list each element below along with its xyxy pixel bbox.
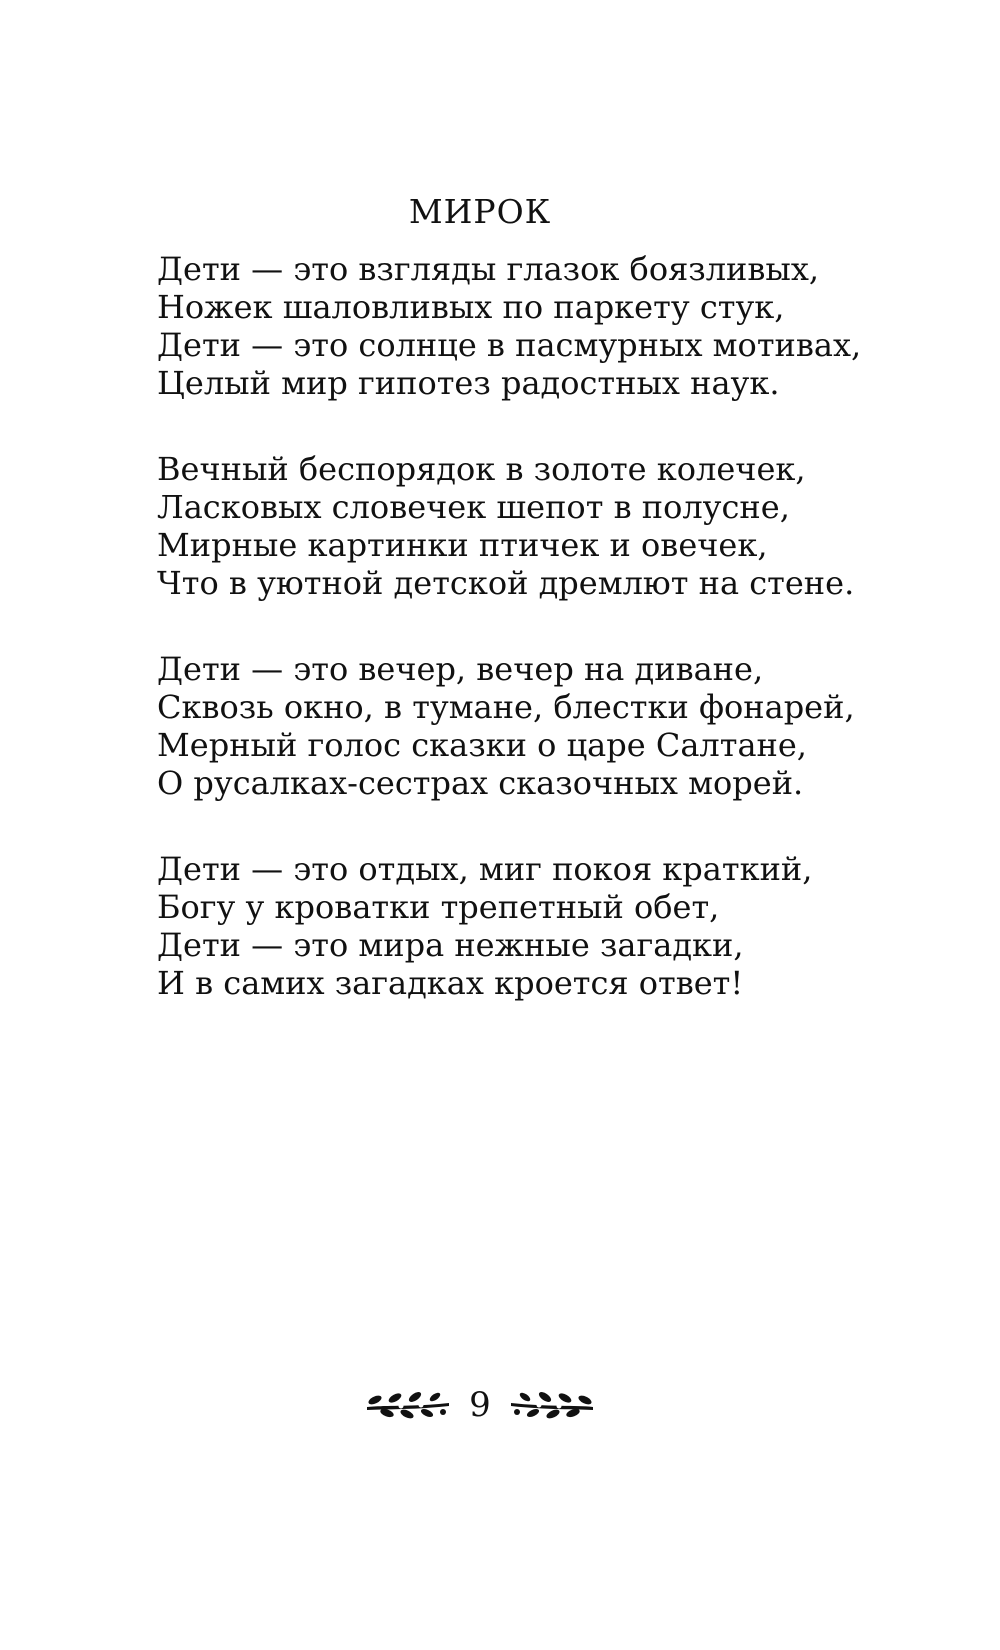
poem-line: Мерный голос сказки о царе Салтане,	[157, 726, 807, 764]
page-number: 9	[469, 1385, 491, 1425]
laurel-branch-left-icon	[363, 1385, 455, 1425]
poem-line: Ножек шаловливых по паркету стук,	[157, 288, 785, 326]
poem-line: Вечный беспорядок в золоте колечек,	[157, 450, 806, 488]
poem-line: Дети — это мира нежные загадки,	[157, 926, 744, 964]
poem-line: Дети — это отдых, миг покоя краткий,	[157, 850, 813, 888]
poem-body	[157, 250, 917, 1050]
poem-line: Богу у кроватки трепетный обет,	[157, 888, 720, 926]
poem-line: Дети — это взгляды глазок боязливых,	[157, 250, 820, 288]
poem-line: Дети — это вечер, вечер на диване,	[157, 650, 764, 688]
poem-line: Что в уютной детской дремлют на стене.	[157, 564, 855, 602]
stanza-3	[157, 650, 917, 802]
poem-line: Сквозь окно, в тумане, блестки фонарей,	[157, 688, 855, 726]
stanza-1	[157, 250, 917, 402]
poem-title: МИРОК	[408, 192, 552, 231]
poem-line: И в самих загадках кроется ответ!	[157, 964, 744, 1002]
poem-line: Дети — это солнце в пасмурных мотивах,	[157, 326, 862, 364]
poem-line: Целый мир гипотез радостных наук.	[157, 364, 780, 402]
poem-line: Ласковых словечек шепот в полусне,	[157, 488, 790, 526]
poem-line: О русалках-сестрах сказочных морей.	[157, 764, 804, 802]
poem-line: Мирные картинки птичек и овечек,	[157, 526, 768, 564]
stanza-2	[157, 450, 917, 602]
stanza-4	[157, 850, 917, 1002]
page-footer	[0, 1380, 960, 1430]
laurel-branch-right-icon	[505, 1385, 597, 1425]
